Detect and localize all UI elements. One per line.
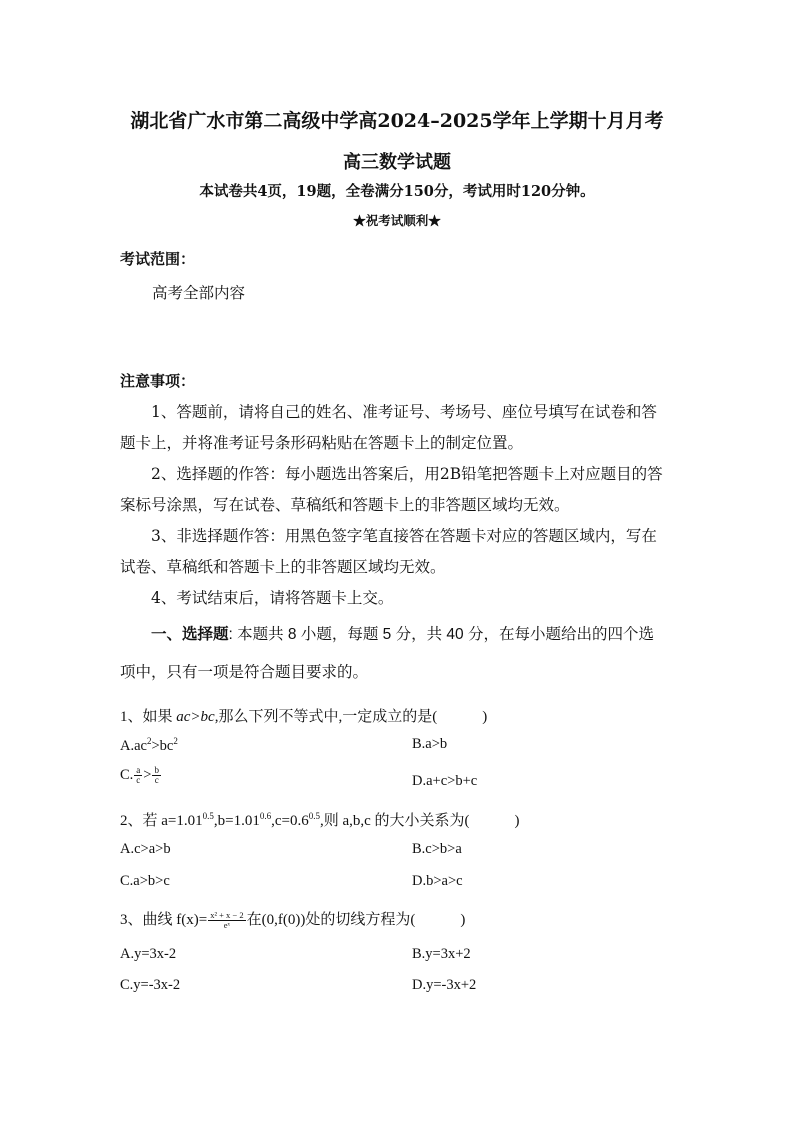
q1-c-frac2 <box>152 766 161 785</box>
q2-option-d[interactable]: D.b>a>c <box>412 873 463 889</box>
good-luck-text: ★祝考试顺利★ <box>353 213 441 228</box>
q2-option-a[interactable]: A.c>a>b <box>120 841 171 857</box>
scope-content: 高考全部内容 <box>152 284 246 302</box>
q2-exp3: 0.5 <box>308 811 320 821</box>
section1-desc: : 本题共 8 小题，每题 5 分，共 40 分，在每小题给出的四个选 <box>228 626 654 643</box>
q3-option-b[interactable]: B.y=3x+2 <box>412 946 471 962</box>
note-line: 案标号涂黑，写在试卷、草稿纸和答题卡上的非答题区域均无效。 <box>120 496 570 514</box>
q1-c-prefix: C. <box>120 766 134 783</box>
q2-mid2: ,c=0.6 <box>271 813 309 829</box>
note-line: 题卡上，并将准考证号条形码粘贴在答题卡上的制定位置。 <box>120 434 524 452</box>
note-line: 试卷、草稿纸和答题卡上的非答题区域均无效。 <box>120 558 446 576</box>
q1-a-exp2: 2 <box>173 736 178 746</box>
q3-prefix: 3、曲线 f(x)= <box>120 912 208 928</box>
q3-option-a[interactable]: A.y=3x-2 <box>120 946 177 962</box>
exam-info: 本试卷共4页，19题，全卷满分150分，考试用时120分钟。 <box>199 183 595 200</box>
q1-option-b[interactable]: B.a>b <box>412 736 448 752</box>
section1-desc-line2: 项中，只有一项是符合题目要求的。 <box>120 664 369 681</box>
q2-exp2: 0.6 <box>259 811 272 821</box>
question-1 <box>120 705 487 726</box>
q3-option-c[interactable]: C.y=-3x-2 <box>120 977 181 993</box>
q1-c-gt: > <box>143 766 152 783</box>
note-line: 2、选择题的作答：每小题选出答案后，用2B铅笔把答题卡上对应题目的答 <box>151 465 663 483</box>
note-line: 1、答题前，请将自己的姓名、准考证号、考场号、座位号填写在试卷和答 <box>151 403 657 421</box>
q1-option-d[interactable]: D.a+c>b+c <box>412 773 478 789</box>
q1-a-part2: >bc <box>151 737 174 754</box>
q1-a-part1: A.ac <box>120 737 147 754</box>
q1-suffix: ,那么下列不等式中,一定成立的是( ) <box>214 709 488 725</box>
q2-suffix: ,则 a,b,c 的大小关系为( ) <box>319 813 520 829</box>
q1-prefix: 1、如果 <box>120 709 177 725</box>
q2-option-b[interactable]: B.c>b>a <box>412 841 462 857</box>
scope-label: 考试范围： <box>120 250 196 268</box>
frac-num: a <box>136 765 141 775</box>
q2-mid1: ,b=1.01 <box>213 813 260 829</box>
section1-title: 一、选择题 <box>151 626 229 643</box>
question-3 <box>120 908 465 930</box>
frac-den: c <box>154 775 159 785</box>
q1-condition: ac>bc <box>176 709 215 725</box>
q1-c-frac1 <box>134 766 142 785</box>
q3-option-d[interactable]: D.y=-3x+2 <box>412 977 477 993</box>
section1-line1 <box>151 622 654 644</box>
q1-option-a[interactable] <box>120 736 178 755</box>
question-2 <box>120 809 520 830</box>
notes-label: 注意事项： <box>120 372 196 390</box>
q1-option-c[interactable] <box>120 766 162 785</box>
frac-den: c <box>136 775 141 785</box>
note-line: 4、考试结束后，请将答题卡上交。 <box>151 589 394 607</box>
q3-fraction <box>208 911 245 930</box>
q2-prefix: 2、若 a=1.01 <box>120 813 203 829</box>
note-line: 3、非选择题作答：用黑色签字笔直接答在答题卡对应的答题区域内，写在 <box>151 527 657 545</box>
exam-subject: 高三数学试题 <box>343 152 451 173</box>
q1-a-exp1: 2 <box>146 736 152 746</box>
frac-num: b <box>154 765 159 775</box>
frac-den: eˣ <box>223 920 231 931</box>
exam-title: 湖北省广水市第二高级中学高2024–2025学年上学期十月月考 <box>130 110 664 132</box>
q2-exp1: 0.5 <box>202 811 214 821</box>
frac-num: x² + x − 2 <box>210 910 244 921</box>
q2-option-c[interactable]: C.a>b>c <box>120 873 170 889</box>
q3-suffix: 在(0,f(0))处的切线方程为( ) <box>246 912 466 928</box>
